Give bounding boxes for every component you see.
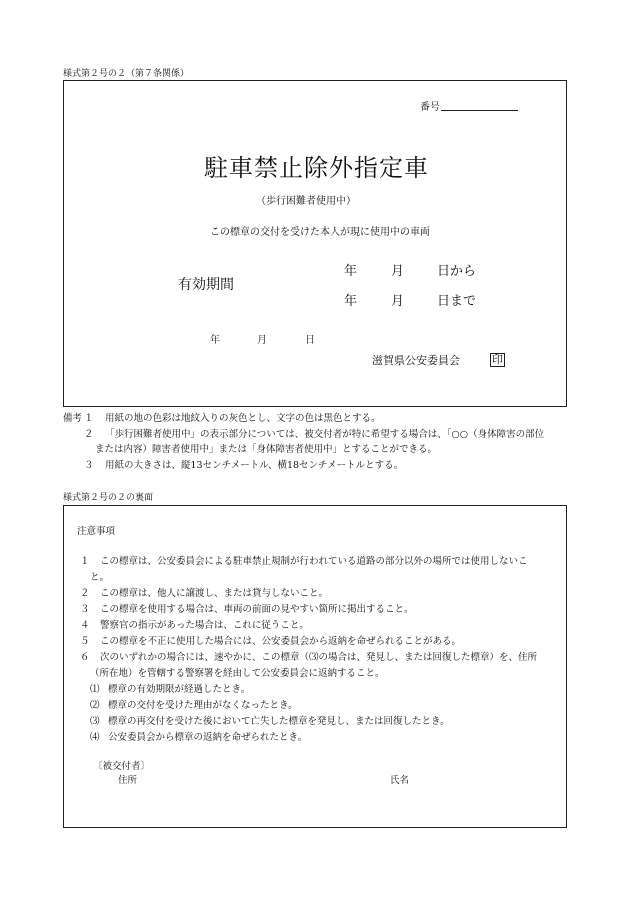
issuer: 滋賀県公安委員会 [372,354,460,367]
note-1-text-cont: と。 [90,572,110,583]
from-day: 日から [437,264,477,279]
subitem-2-text: 標章の交付を受けた理由がなくなったとき。 [108,700,298,711]
note-6-num: ６ [80,652,90,663]
note-5-text: この標章を不正に使用した場合には、公安委員会から返納を命ぜられることがある。 [100,636,462,647]
remark-1-num: １ [84,413,94,424]
to-day: 日まで [437,294,477,309]
note-6-text: 次のいずれかの場合には、速やかに、この標章（⑶の場合は、発見し、または回復した標章）を、住所 [100,652,538,663]
recipient-label: 〔被交付者〕 [93,761,151,772]
subitem-1-text: 標章の有効期限が経過したとき。 [108,684,251,695]
seal-mark: 印 [492,353,503,366]
number-label: 番号 [420,102,440,113]
subitem-4-text: 公安委員会から標章の返納を命ぜられたとき。 [108,732,308,743]
issue-year: 年 [210,335,220,346]
remark-2-num: ２ [84,429,94,440]
back-form-label: 様式第２号の２の裏面 [63,493,154,503]
notes-heading: 注意事項 [77,526,116,537]
number-line [441,110,518,111]
subitem-3-text: 標章の再交付を受けた後において亡失した標章を発見し、または回復したとき。 [108,716,450,727]
remark-3-text: 用紙の大きさは、縦13センチメートル、横18センチメートルとする。 [105,460,404,471]
issue-day: 日 [305,335,315,346]
to-month: 月 [391,294,405,309]
subitem-3-num: ⑶ [90,716,100,727]
remarks-label: 備考 [63,413,83,424]
from-year: 年 [344,264,358,279]
subitem-2-num: ⑵ [90,700,100,711]
card-statement: この標章の交付を受けた本人が現に使用中の車両 [210,227,430,238]
subitem-4-num: ⑷ [90,732,100,743]
card-title: 駐車禁止除外指定車 [204,154,429,182]
note-2-num: ２ [80,588,90,599]
note-4-num: ４ [80,620,90,631]
note-1-text: この標章は、公安委員会による駐車禁止規制が行われている道路の部分以外の場所では使用しないこ [100,556,528,567]
remark-1-text: 用紙の地の色彩は地紋入りの灰色とし、文字の色は黒色とする。 [105,413,381,424]
note-4-text: 警察官の指示があった場合は、これに従うこと。 [100,620,309,631]
remark-3-num: ３ [84,460,94,471]
note-2-text: この標章は、他人に譲渡し、または貸与しないこと。 [100,588,329,599]
validity-label: 有効期間 [178,277,234,293]
note-6-text-cont: （所在地）を管轄する警察署を経由して公安委員会に返納すること。 [90,668,385,679]
issue-month: 月 [257,335,267,346]
remark-2-text-cont: または内容）障害者使用中」または「身体障害者使用中」とすることができる。 [95,444,438,455]
to-year: 年 [344,294,358,309]
subitem-1-num: ⑴ [90,684,100,695]
note-3-text: この標章を使用する場合は、車両の前面の見やすい箇所に掲出すること。 [100,604,414,615]
note-1-num: １ [80,556,90,567]
card-subtitle: （歩行困難者使用中） [256,196,356,207]
from-month: 月 [391,264,405,279]
note-3-num: ３ [80,604,90,615]
form-label: 様式第２号の２（第７条関係） [63,69,190,79]
remark-2-text: 「歩行困難者使用中」の表示部分については、被交付者が特に希望する場合は、「○○（身体障害の部位 [105,429,545,440]
note-5-num: ５ [80,636,90,647]
name-label: 氏名 [390,775,410,786]
address-label: 住所 [118,775,138,786]
